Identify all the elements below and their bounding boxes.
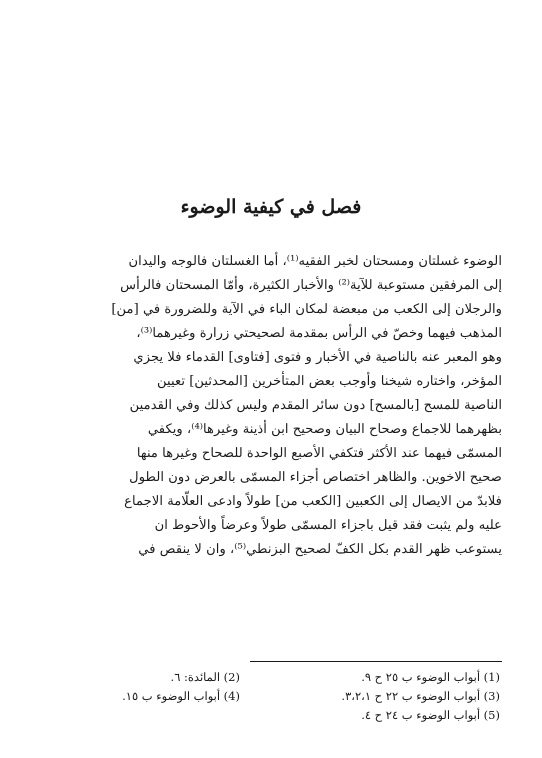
text-line: صحيح الاخوين. والظاهر اختصاص أجزاء المسمّى بالعرض دون الطول [129, 470, 502, 485]
footnote: (4) أبواب الوضوء ب ١٥. [122, 689, 240, 703]
text-line: الوضوء غسلتان ومسحتان لخبر الفقيه⁽¹⁾، أما الغسلتان فالوجه واليدان [128, 254, 502, 269]
text-line: فلابدّ من الايصال إلى الكعبين [الكعب من] طولاً وادعى العلّامة الاجماع [124, 494, 502, 509]
text-line: بظهرهما للاجماع وصحاح البيان وصحيح ابن أذينة وغيرها⁽⁴⁾، ويكفي [147, 422, 502, 437]
footnote-row [60, 668, 500, 687]
text-line: يستوعب ظهر القدم بكل الكفّ لصحيح البزنطي⁽⁵⁾، وان لا ينقص في [138, 542, 502, 557]
footnote: (1) أبواب الوضوء ب ٢٥ ح ٩. [361, 670, 500, 684]
text-line: عليه ولم يثبت فقد قيل باجزاء المسمّى طولاً وعرضاً والأحوط ان [154, 518, 502, 533]
footnote-row [60, 687, 500, 706]
footnote: (2) المائدة: ٦. [170, 670, 240, 684]
footnote-row [60, 706, 500, 725]
text-line: المؤخر، واختاره شيخنا وأوجب بعض المتأخرين [المحدثين] تعيين [156, 374, 502, 389]
text-line: وهو المعبر عنه بالناصية في الأخبار و فتوى [فتاوى] القدماء فلا يجزي [133, 350, 502, 365]
text-line: المسمّى فيهما عند الأكثر فتكفي الأصبع الواحدة للصحاح وغيرها منها [136, 446, 502, 461]
text-line: إلى المرفقين مستوعبة للآية⁽²⁾ والأخبار الكثيرة، وأمّا المسحتان فالرأس [120, 278, 502, 293]
footnotes [60, 668, 500, 725]
footnote-divider [250, 661, 502, 662]
text-line: المذهب فيهما وخصّ في الرأس بمقدمة لصحيحتي زرارة وغيرهما⁽³⁾، [136, 326, 502, 341]
text-line: والرجلان إلى الكعب من مبعضة لمكان الباء في الآية وللضرورة في [من] [111, 302, 502, 317]
text-line: الناصية للمسح [بالمسح] دون سائر المقدم وليس كذلك وفي القدمين [129, 398, 502, 413]
body-text [58, 250, 502, 562]
section-title: فصل في كيفية الوضوء [180, 196, 362, 218]
footnote: (5) أبواب الوضوء ب ٢٤ ح ٤. [361, 708, 500, 722]
footnote: (3) أبواب الوضوء ب ٢٢ ح ٣،٢،١. [341, 689, 500, 703]
